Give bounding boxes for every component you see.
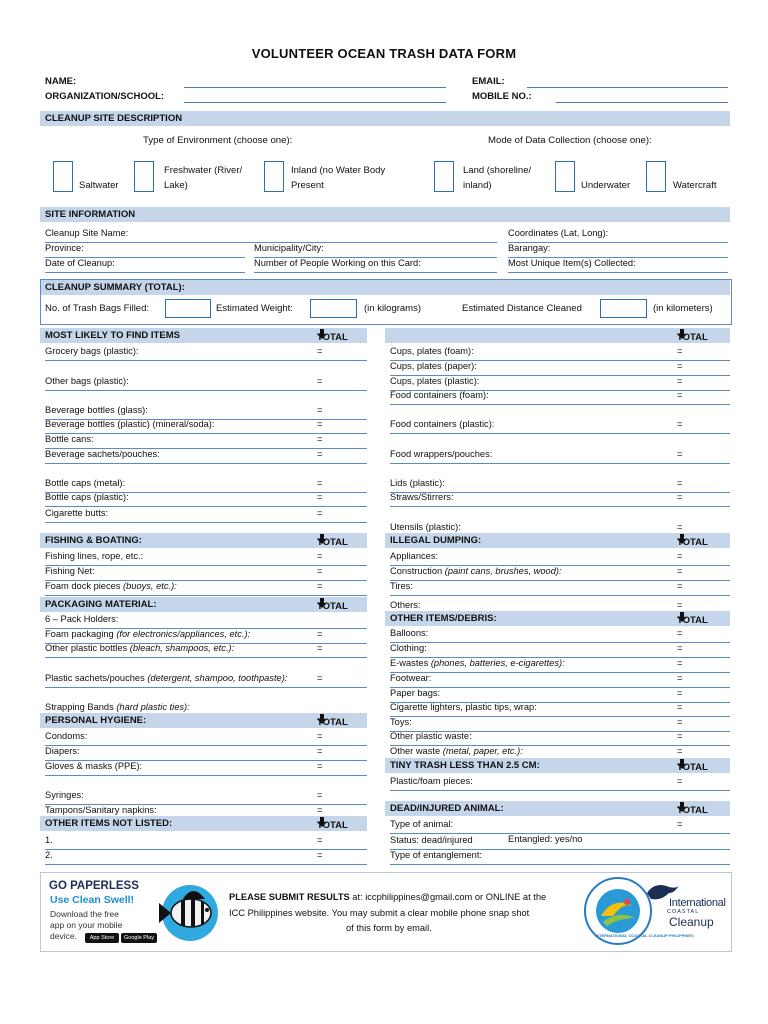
coordinates-label: Coordinates (Lat, Long): bbox=[508, 228, 609, 238]
packaging-item-row[interactable] bbox=[45, 613, 367, 629]
distance-input[interactable] bbox=[600, 299, 647, 318]
item-label: Beverage bottles (glass): bbox=[45, 405, 148, 415]
illegal-item-row[interactable] bbox=[390, 565, 730, 581]
env-heading: Type of Environment (choose one): bbox=[143, 135, 293, 146]
total-equals: = bbox=[677, 731, 683, 741]
entangled-label: Entangled: yes/no bbox=[508, 834, 583, 844]
total-equals: = bbox=[317, 629, 323, 639]
right-likely-item-row[interactable] bbox=[390, 418, 730, 434]
item-label: Status: dead/injured bbox=[390, 835, 473, 845]
right-likely-heading-bar bbox=[385, 328, 730, 343]
illegal-heading-bar bbox=[385, 533, 730, 548]
hygiene-item-row[interactable] bbox=[45, 745, 367, 761]
item-label: Grocery bags (plastic): bbox=[45, 346, 139, 356]
total-equals: = bbox=[317, 508, 323, 518]
item-label: Beverage sachets/pouches: bbox=[45, 449, 160, 459]
tiny-item-row[interactable] bbox=[390, 775, 730, 791]
total-equals: = bbox=[677, 819, 683, 829]
notlisted-total-label: TOTAL bbox=[317, 820, 348, 831]
barangay-row[interactable] bbox=[508, 242, 728, 258]
total-equals: = bbox=[677, 776, 683, 786]
watercraft-checkbox[interactable] bbox=[646, 161, 666, 192]
inland-checkbox[interactable] bbox=[264, 161, 284, 192]
packaging-heading: PACKAGING MATERIAL: bbox=[45, 599, 157, 610]
item-label: Construction (paint cans, brushes, wood): bbox=[390, 566, 562, 576]
right-likely-item-row[interactable] bbox=[390, 360, 730, 376]
item-label: Tampons/Sanitary napkins: bbox=[45, 805, 157, 815]
tiny-total-label: TOTAL bbox=[677, 762, 708, 773]
site-info-heading-bar bbox=[40, 207, 730, 222]
total-equals: = bbox=[677, 551, 683, 561]
total-equals: = bbox=[317, 761, 323, 771]
site-name-label: Cleanup Site Name: bbox=[45, 228, 129, 238]
total-equals: = bbox=[317, 581, 323, 591]
animal-item-row[interactable] bbox=[390, 849, 730, 865]
item-label: Tires: bbox=[390, 581, 413, 591]
animal-item-row[interactable] bbox=[390, 818, 730, 834]
item-label: Utensils (plastic): bbox=[390, 522, 461, 532]
use-clean-swell: Use Clean Swell! bbox=[50, 894, 135, 906]
total-equals: = bbox=[317, 805, 323, 815]
item-label: Diapers: bbox=[45, 746, 80, 756]
item-label: 1. bbox=[45, 835, 53, 845]
inland-label-1: Inland (no Water Body bbox=[291, 165, 386, 176]
icc-logo-line-2: COASTAL bbox=[667, 909, 700, 915]
notlisted-heading-bar bbox=[40, 816, 367, 831]
total-equals: = bbox=[317, 551, 323, 561]
likely-heading: MOST LIKELY TO FIND ITEMS bbox=[45, 330, 180, 341]
total-equals: = bbox=[317, 746, 323, 756]
email-label: EMAIL: bbox=[472, 76, 505, 87]
illegal-item-row[interactable] bbox=[390, 550, 730, 566]
animal-heading-bar bbox=[385, 801, 730, 816]
item-label: Bottle caps (plastic): bbox=[45, 492, 129, 502]
illegal-heading: ILLEGAL DUMPING: bbox=[390, 535, 482, 546]
total-equals: = bbox=[677, 449, 683, 459]
total-equals: = bbox=[317, 449, 323, 459]
notlisted-heading: OTHER ITEMS NOT LISTED: bbox=[45, 818, 173, 829]
mobile-field[interactable] bbox=[556, 102, 728, 103]
municipality-label: Municipality/City: bbox=[254, 243, 324, 253]
other-item-row[interactable] bbox=[390, 657, 730, 673]
total-equals: = bbox=[677, 390, 683, 400]
barangay-label: Barangay: bbox=[508, 243, 551, 253]
item-label: Clothing: bbox=[390, 643, 427, 653]
kilograms-label: (in kilograms) bbox=[364, 303, 422, 314]
total-equals: = bbox=[317, 419, 323, 429]
name-field[interactable] bbox=[184, 87, 446, 88]
notlisted-item-row[interactable] bbox=[45, 849, 367, 865]
item-label: Plastic/foam pieces: bbox=[390, 776, 473, 786]
land-checkbox[interactable] bbox=[434, 161, 454, 192]
item-label: Fishing lines, rope, etc.: bbox=[45, 551, 144, 561]
item-label: Food containers (plastic): bbox=[390, 419, 495, 429]
freshwater-label-1: Freshwater (River/ bbox=[164, 165, 243, 176]
icc-logo-line-3: Cleanup bbox=[669, 915, 714, 929]
illegal-total-label: TOTAL bbox=[677, 537, 708, 548]
item-label: Foam dock pieces (buoys, etc.): bbox=[45, 581, 177, 591]
fishing-item-row[interactable] bbox=[45, 565, 367, 581]
item-label: Toys: bbox=[390, 717, 412, 727]
watercraft-label: Watercraft bbox=[673, 180, 717, 191]
total-equals: = bbox=[317, 731, 323, 741]
total-equals: = bbox=[677, 376, 683, 386]
right-likely-item-row[interactable] bbox=[390, 491, 730, 507]
likely-item-row[interactable] bbox=[45, 448, 367, 464]
item-label: Other bags (plastic): bbox=[45, 376, 129, 386]
packaging-item-row[interactable] bbox=[45, 672, 367, 688]
total-equals: = bbox=[317, 790, 323, 800]
item-label: Footwear: bbox=[390, 673, 432, 683]
saltwater-checkbox[interactable] bbox=[53, 161, 73, 192]
inland-label-2: Present bbox=[291, 180, 324, 191]
item-label: Beverage bottles (plastic) (mineral/soda): bbox=[45, 419, 215, 429]
item-label: Other waste (metal, paper, etc.): bbox=[390, 746, 523, 756]
underwater-checkbox[interactable] bbox=[555, 161, 575, 192]
illegal-item-row[interactable] bbox=[390, 580, 730, 596]
item-label: Cups, plates (plastic): bbox=[390, 376, 480, 386]
item-label: Other plastic bottles (bleach, shampoos, etc.): bbox=[45, 643, 235, 653]
likely-item-row[interactable] bbox=[45, 433, 367, 449]
total-equals: = bbox=[317, 643, 323, 653]
icc-philippines-logo-text: INTERNATIONAL COASTAL CLEANUP PHILIPPINES bbox=[595, 933, 694, 938]
right-likely-item-row[interactable] bbox=[390, 389, 730, 405]
item-label: Other plastic waste: bbox=[390, 731, 472, 741]
total-equals: = bbox=[677, 419, 683, 429]
hygiene-heading: PERSONAL HYGIENE: bbox=[45, 715, 147, 726]
province-label: Province: bbox=[45, 243, 84, 253]
total-equals: = bbox=[677, 746, 683, 756]
other-item-row[interactable] bbox=[390, 642, 730, 658]
tiny-heading: TINY TRASH LESS THAN 2.5 CM: bbox=[390, 760, 540, 771]
likely-total-label: TOTAL bbox=[317, 332, 348, 343]
item-label: Strapping Bands (hard plastic ties): bbox=[45, 702, 190, 712]
fish-icon bbox=[161, 877, 219, 947]
item-label: Lids (plastic): bbox=[390, 478, 445, 488]
fishing-heading: FISHING & BOATING: bbox=[45, 535, 142, 546]
total-equals: = bbox=[677, 522, 683, 532]
fishing-item-row[interactable] bbox=[45, 580, 367, 596]
item-label: Condoms: bbox=[45, 731, 88, 741]
site-name-row[interactable] bbox=[45, 227, 497, 243]
right-likely-total-label: TOTAL bbox=[677, 332, 708, 343]
other-heading-bar bbox=[385, 611, 730, 626]
municipality-row[interactable] bbox=[254, 242, 497, 258]
likely-item-row[interactable] bbox=[45, 345, 367, 361]
total-equals: = bbox=[677, 566, 683, 576]
google-play-badge[interactable]: Google Play bbox=[121, 933, 157, 943]
total-equals: = bbox=[677, 346, 683, 356]
packaging-item-row[interactable] bbox=[45, 642, 367, 658]
total-equals: = bbox=[317, 673, 323, 683]
people-row[interactable] bbox=[254, 257, 497, 273]
total-equals: = bbox=[317, 850, 323, 860]
cleanup-site-heading: CLEANUP SITE DESCRIPTION bbox=[45, 113, 183, 124]
item-label: Plastic sachets/pouches (detergent, shampoo, toothpaste): bbox=[45, 673, 288, 683]
distance-label: Estimated Distance Cleaned bbox=[462, 303, 582, 314]
hygiene-item-row[interactable] bbox=[45, 730, 367, 746]
name-label: NAME: bbox=[45, 76, 77, 87]
unique-item-row[interactable] bbox=[508, 257, 728, 273]
other-total-label: TOTAL bbox=[677, 615, 708, 626]
fishing-item-row[interactable] bbox=[45, 550, 367, 566]
icc-logo-line-1: International bbox=[669, 897, 726, 909]
item-label: Bottle caps (metal): bbox=[45, 478, 126, 488]
item-label: Type of entanglement: bbox=[390, 850, 482, 860]
form-title: VOLUNTEER OCEAN TRASH DATA FORM bbox=[251, 46, 517, 61]
total-equals: = bbox=[677, 361, 683, 371]
app-store-badge[interactable]: App Store bbox=[85, 933, 119, 943]
unique-item-label: Most Unique Item(s) Collected: bbox=[508, 258, 636, 268]
download-line-2: app on your mobile bbox=[50, 920, 123, 930]
email-field[interactable] bbox=[527, 87, 728, 88]
item-label: Others: bbox=[390, 600, 421, 610]
total-equals: = bbox=[677, 658, 683, 668]
people-label: Number of People Working on this Card: bbox=[254, 258, 421, 268]
summary-heading: CLEANUP SUMMARY (TOTAL): bbox=[45, 282, 185, 293]
total-equals: = bbox=[677, 600, 683, 610]
packaging-total-label: TOTAL bbox=[317, 601, 348, 612]
item-label: Syringes: bbox=[45, 790, 84, 800]
site-info-heading: SITE INFORMATION bbox=[45, 209, 136, 220]
organization-field[interactable] bbox=[184, 102, 446, 103]
item-label: Paper bags: bbox=[390, 688, 441, 698]
cleanup-site-heading-bar bbox=[40, 111, 730, 126]
notlisted-item-row[interactable] bbox=[45, 834, 367, 850]
right-likely-item-row[interactable] bbox=[390, 448, 730, 464]
total-equals: = bbox=[677, 673, 683, 683]
download-line-3: device. bbox=[50, 931, 77, 941]
item-label: Appliances: bbox=[390, 551, 439, 561]
fishing-heading-bar bbox=[40, 533, 367, 548]
freshwater-label-2: Lake) bbox=[164, 180, 188, 191]
item-label: Cigarette lighters, plastic tips, wrap: bbox=[390, 702, 537, 712]
total-equals: = bbox=[677, 702, 683, 712]
item-label: Balloons: bbox=[390, 628, 429, 638]
item-label: Type of animal: bbox=[390, 819, 454, 829]
submit-line-2: ICC Philippines website. You may submit a clear mobile phone snap shot bbox=[229, 908, 530, 918]
fishing-total-label: TOTAL bbox=[317, 537, 348, 548]
item-label: Foam packaging (for electronics/appliances, etc.): bbox=[45, 629, 251, 639]
submit-line-1: PLEASE SUBMIT RESULTS at: iccphilippines@gmail.com or ONLINE at the bbox=[229, 892, 547, 902]
item-label: Gloves & masks (PPE): bbox=[45, 761, 143, 771]
total-equals: = bbox=[317, 566, 323, 576]
province-row[interactable] bbox=[45, 242, 245, 258]
tiny-heading-bar bbox=[385, 758, 730, 773]
total-equals: = bbox=[677, 628, 683, 638]
item-label: E-wastes (phones, batteries, e-cigarettes): bbox=[390, 658, 565, 668]
total-equals: = bbox=[317, 346, 323, 356]
item-label: Straws/Stirrers: bbox=[390, 492, 454, 502]
item-label: Bottle cans: bbox=[45, 434, 94, 444]
other-item-row[interactable] bbox=[390, 701, 730, 717]
other-heading: OTHER ITEMS/DEBRIS: bbox=[390, 613, 497, 624]
likely-item-row[interactable] bbox=[45, 375, 367, 391]
item-label: 6 – Pack Holders: bbox=[45, 614, 119, 624]
organization-label: ORGANIZATION/SCHOOL: bbox=[45, 91, 165, 102]
right-likely-item-row[interactable] bbox=[390, 345, 730, 361]
animal-heading: DEAD/INJURED ANIMAL: bbox=[390, 803, 504, 814]
land-label-2: inland) bbox=[463, 180, 492, 191]
other-item-row[interactable] bbox=[390, 672, 730, 688]
total-equals: = bbox=[317, 492, 323, 502]
item-label: Cigarette butts: bbox=[45, 508, 109, 518]
saltwater-label: Saltwater bbox=[79, 180, 119, 191]
bags-label: No. of Trash Bags Filled: bbox=[45, 303, 150, 314]
item-label: Cups, plates (paper): bbox=[390, 361, 477, 371]
item-label: Cups, plates (foam): bbox=[390, 346, 474, 356]
total-equals: = bbox=[677, 717, 683, 727]
footer-panel bbox=[40, 872, 732, 952]
submit-line-3: of this form by email. bbox=[346, 923, 432, 933]
date-row[interactable] bbox=[45, 257, 245, 273]
item-label: Fishing Net: bbox=[45, 566, 95, 576]
likely-item-row[interactable] bbox=[45, 507, 367, 523]
hygiene-total-label: TOTAL bbox=[317, 717, 348, 728]
freshwater-checkbox[interactable] bbox=[134, 161, 154, 192]
bags-input[interactable] bbox=[165, 299, 211, 318]
total-equals: = bbox=[677, 688, 683, 698]
total-equals: = bbox=[677, 643, 683, 653]
likely-heading-bar bbox=[40, 328, 367, 343]
go-paperless-heading: GO PAPERLESS bbox=[49, 880, 139, 892]
total-equals: = bbox=[677, 581, 683, 591]
total-equals: = bbox=[317, 478, 323, 488]
likely-item-row[interactable] bbox=[45, 491, 367, 507]
item-label: Food containers (foam): bbox=[390, 390, 489, 400]
other-item-row[interactable] bbox=[390, 730, 730, 746]
hygiene-item-row[interactable] bbox=[45, 760, 367, 776]
item-label: 2. bbox=[45, 850, 53, 860]
coordinates-row[interactable] bbox=[508, 227, 728, 243]
other-item-row[interactable] bbox=[390, 627, 730, 643]
weight-input[interactable] bbox=[310, 299, 357, 318]
kilometers-label: (in kilometers) bbox=[653, 303, 713, 314]
weight-label: Estimated Weight: bbox=[216, 303, 293, 314]
likely-item-row[interactable] bbox=[45, 418, 367, 434]
hygiene-item-row[interactable] bbox=[45, 789, 367, 805]
summary-heading-bar bbox=[41, 280, 730, 295]
total-equals: = bbox=[317, 434, 323, 444]
mode-heading: Mode of Data Collection (choose one): bbox=[488, 135, 652, 146]
date-label: Date of Cleanup: bbox=[45, 258, 115, 268]
total-equals: = bbox=[317, 405, 323, 415]
packaging-heading-bar bbox=[40, 597, 367, 612]
total-equals: = bbox=[677, 478, 683, 488]
total-equals: = bbox=[677, 492, 683, 502]
underwater-label: Underwater bbox=[581, 180, 631, 191]
land-label-1: Land (shoreline/ bbox=[463, 165, 532, 176]
total-equals: = bbox=[317, 376, 323, 386]
total-equals: = bbox=[317, 835, 323, 845]
hygiene-heading-bar bbox=[40, 713, 367, 728]
animal-total-label: TOTAL bbox=[677, 805, 708, 816]
mobile-label: MOBILE NO.: bbox=[472, 91, 532, 102]
download-line-1: Download the free bbox=[50, 909, 119, 919]
item-label: Food wrappers/pouches: bbox=[390, 449, 493, 459]
